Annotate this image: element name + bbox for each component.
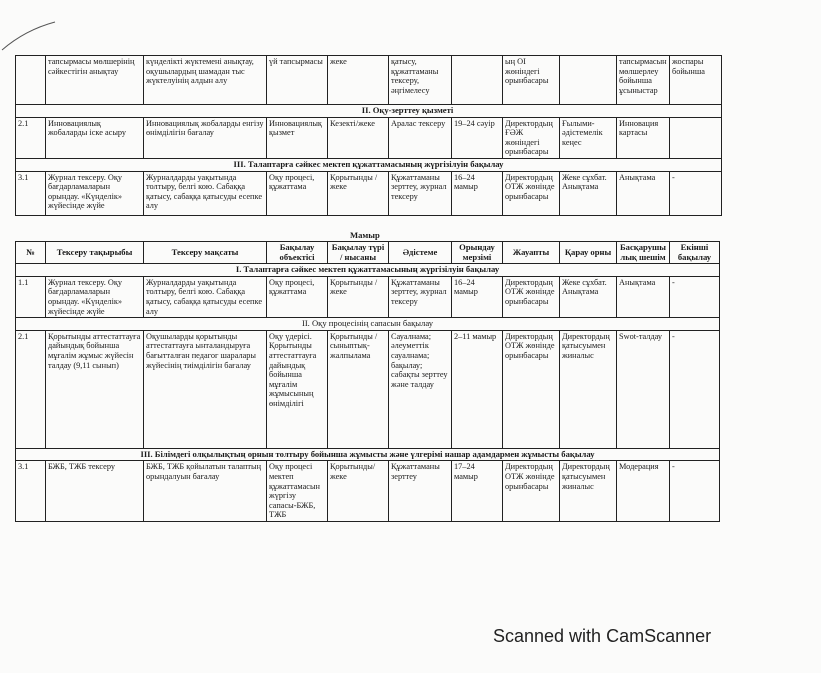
table-row xyxy=(16,117,722,158)
table-cell: Құжаттаманы зерттеу xyxy=(389,461,452,522)
table-cell: Директордың ҒӘЖ жөніндегі орынбасары xyxy=(503,117,560,158)
section-title: III. Талаптарға сәйкес мектеп құжаттамасының жүргізілуін бақылау xyxy=(16,158,722,171)
table-cell: 19–24 сәуір xyxy=(452,117,503,158)
table-row xyxy=(16,276,720,317)
table-header-row xyxy=(16,242,720,264)
column-header: Тексеру мақсаты xyxy=(144,242,267,264)
table-cell: Инновациялық жобаларды енгізу өнімділігін бағалау xyxy=(144,117,267,158)
table-cell: Қорытынды / сыныптық-жалпылама xyxy=(328,330,389,448)
section-header xyxy=(16,448,720,461)
table-cell: Директордың ОТЖ жөнінде орынбасары xyxy=(503,330,560,448)
table-cell: Қорытынды/жеке xyxy=(328,461,389,522)
column-header: Әдістеме xyxy=(389,242,452,264)
table-cell: Модерация xyxy=(617,461,670,522)
table-cell: Журнал тексеру. Оқу бағдарламаларын орындау. «Күнделік» жүйесінде жүйе xyxy=(46,276,144,317)
column-header: Жауапты xyxy=(503,242,560,264)
table-cell: қатысу, құжаттаманы тексеру, әңгімелесу xyxy=(389,56,452,105)
section-title: II. Оқу-зерттеу қызметі xyxy=(16,105,722,118)
table-cell: Кезекті/жеке xyxy=(328,117,389,158)
table-cell: Құжаттаманы зерттеу, журнал тексеру xyxy=(389,171,452,215)
table-cell: Оқу процесі, құжаттама xyxy=(267,171,328,215)
table-cell: БЖБ, ТЖБ тексеру xyxy=(46,461,144,522)
scan-edge-mark xyxy=(0,20,60,60)
row-number-cell: 3.1 xyxy=(16,171,46,215)
table-cell: жеке xyxy=(328,56,389,105)
table-cell: Оқу процесі мектеп құжаттамасын жүргізу сапасы-БЖБ, ТЖБ xyxy=(267,461,328,522)
table-cell: Ғылыми-әдістемелік кеңес xyxy=(560,117,617,158)
table-cell: күнделікті жүктемені анықтау, оқушылардың шамадан тыс жүктелуінің алдын алу xyxy=(144,56,267,105)
table-cell: 17–24 мамыр xyxy=(452,461,503,522)
table-cell: Анықтама xyxy=(617,171,670,215)
column-header: Бақылау объектісі xyxy=(267,242,328,264)
table-cell: Swot-талдау xyxy=(617,330,670,448)
column-header: № xyxy=(16,242,46,264)
plan-table-may xyxy=(15,241,720,522)
table-cell: Оқу процесі, құжаттама xyxy=(267,276,328,317)
column-header: Тексеру тақырыбы xyxy=(46,242,144,264)
table-cell xyxy=(452,56,503,105)
table-cell: - xyxy=(670,461,720,522)
table-cell: Журнал тексеру. Оқу бағдарламаларын орындау. «Күнделік» жүйесінде жүйе xyxy=(46,171,144,215)
month-label: Мамыр xyxy=(350,230,380,240)
table-cell: тапсырмасын мөлшерлеу бойынша ұсыныстар xyxy=(617,56,670,105)
row-number-cell: 2.1 xyxy=(16,330,46,448)
table-cell: Анықтама xyxy=(617,276,670,317)
row-number-cell: 2.1 xyxy=(16,117,46,158)
section-header xyxy=(16,318,720,331)
column-header: Басқарушылық шешім xyxy=(617,242,670,264)
table-cell: Жеке сұхбат. Анықтама xyxy=(560,171,617,215)
table-row xyxy=(16,461,720,522)
table-cell: жоспары бойынша xyxy=(670,56,722,105)
section-title: III. Білімдегі олқылықтың орнын толтыру бойынша жұмысты және үлгерімі нашар адамдармен жұмысты бақылау xyxy=(16,448,720,461)
column-header: Бақылау түрі / нысаны xyxy=(328,242,389,264)
table-cell: БЖБ, ТЖБ қойылатын талаптың орындалуын бағалау xyxy=(144,461,267,522)
table-cell: Аралас тексеру xyxy=(389,117,452,158)
table-cell: тапсырмасы мөлшерінің сәйкестігін анықтау xyxy=(46,56,144,105)
table-cell: 16–24 мамыр xyxy=(452,171,503,215)
section-header xyxy=(16,105,722,118)
column-header: Екінші бақылау xyxy=(670,242,720,264)
table-cell xyxy=(670,117,722,158)
section-header xyxy=(16,158,722,171)
table-cell: Қорытынды / жеке xyxy=(328,171,389,215)
table-cell: 16–24 мамыр xyxy=(452,276,503,317)
table-cell: Құжаттаманы зерттеу, журнал тексеру xyxy=(389,276,452,317)
table-cell: Инновация картасы xyxy=(617,117,670,158)
table-cell: ың ОІ жөніндегі орынбасары xyxy=(503,56,560,105)
row-number-cell xyxy=(16,56,46,105)
table-row xyxy=(16,171,722,215)
plan-table-april xyxy=(15,55,722,216)
row-number-cell: 3.1 xyxy=(16,461,46,522)
table-cell xyxy=(560,56,617,105)
table-cell: Сауалнама; әлеуметтік сауалнама; бақылау; сабақты зерттеу және талдау xyxy=(389,330,452,448)
table-cell: Оқу үдерісі. Қорытынды аттестаттауға дайындық бойынша мұғалім жұмысының өнімділігі xyxy=(267,330,328,448)
table-cell: Директордың ОТЖ жөнінде орынбасары xyxy=(503,461,560,522)
table-cell: 2–11 мамыр xyxy=(452,330,503,448)
table-cell: Оқушыларды қорытынды аттестаттауға ынталандыруға бағытталған педагог шаралары жүйесінің тиімділігін бағалау xyxy=(144,330,267,448)
table-cell: Инновациялық қызмет xyxy=(267,117,328,158)
section-header xyxy=(16,264,720,277)
table-cell: - xyxy=(670,276,720,317)
table-cell: - xyxy=(670,330,720,448)
table-cell: Директордың ОТЖ жөнінде орынбасары xyxy=(503,171,560,215)
table-cell: Қорытынды / жеке xyxy=(328,276,389,317)
camscanner-watermark: Scanned with CamScanner xyxy=(493,626,712,646)
table-cell: Директордың қатысуымен жиналыс xyxy=(560,330,617,448)
section-title: I. Талаптарға сәйкес мектеп құжаттамасының жүргізілуін бақылау xyxy=(16,264,720,277)
table-cell: үй тапсырмасы xyxy=(267,56,328,105)
column-header: Орындау мерзімі xyxy=(452,242,503,264)
table-cell: Қорытынды аттестаттауға дайындық бойынша мұғалім жұмыс жүйесін талдау (9,11 сынып) xyxy=(46,330,144,448)
table-row xyxy=(16,330,720,448)
table-cell: Журналдарды уақытында толтыру, белгі кою. Сабаққа қатысу, сабаққа қатысуды есепке алу xyxy=(144,171,267,215)
table-row xyxy=(16,56,722,105)
column-header: Қарау орны xyxy=(560,242,617,264)
row-number-cell: 1.1 xyxy=(16,276,46,317)
table-cell: Директордың ОТЖ жөнінде орынбасары xyxy=(503,276,560,317)
table-cell: Директордың қатысуымен жиналыс xyxy=(560,461,617,522)
table-cell: Журналдарды уақытында толтыру, белгі кою. Сабаққа қатысу, сабаққа қатысуды есепке алу xyxy=(144,276,267,317)
table-cell: - xyxy=(670,171,722,215)
table-cell: Инновациялық жобаларды іске асыру xyxy=(46,117,144,158)
table-cell: Жеке сұхбат. Анықтама xyxy=(560,276,617,317)
section-title: II. Оқу процесінің сапасын бақылау xyxy=(16,318,720,331)
